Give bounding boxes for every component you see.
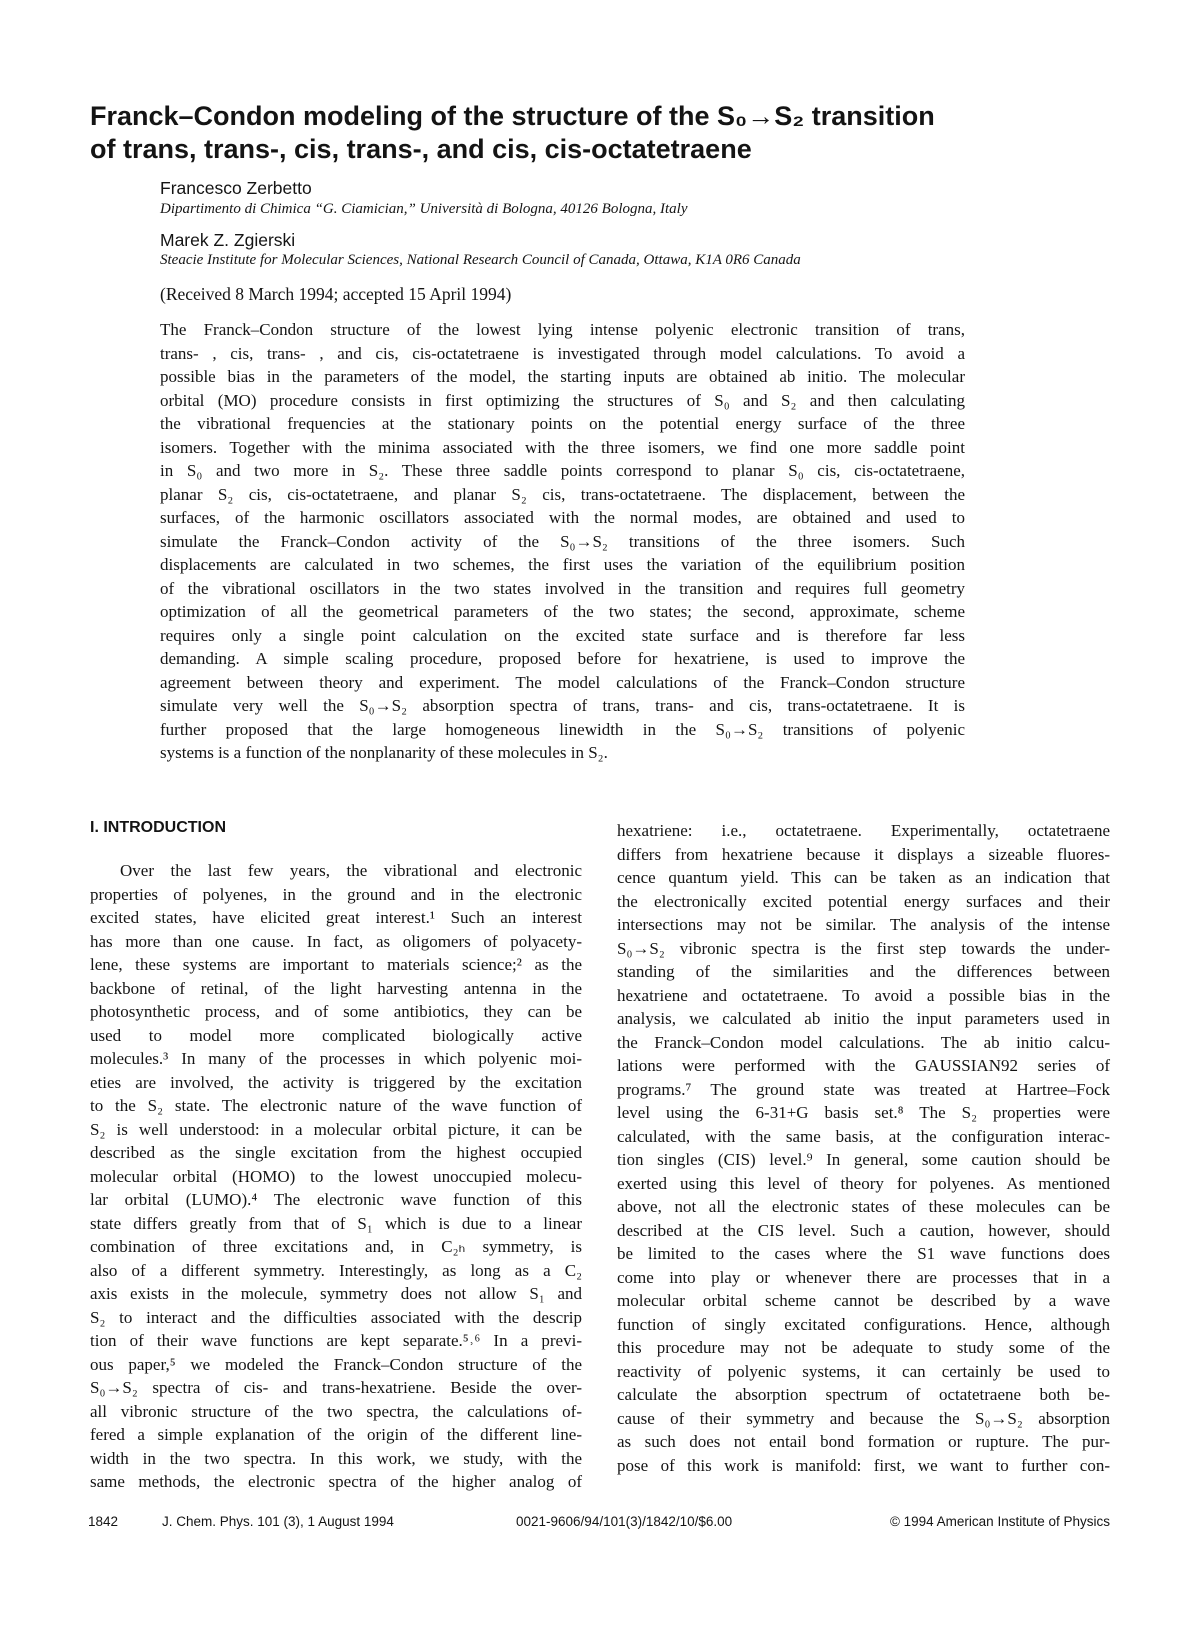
- body-column-right: [617, 819, 1110, 1477]
- body-line: pose of this work is manifold: first, we want to further con-: [617, 1455, 1110, 1475]
- body-line: come into play or whenever there are processes that in a: [617, 1267, 1110, 1287]
- body-line: level using the 6-31+G basis set.⁸ The S₂ properties were: [617, 1103, 1110, 1122]
- abstract-line: demanding. A simple scaling procedure, proposed before for hexatriene, is used to improve the: [160, 649, 965, 668]
- body-line: described at the CIS level. Such a caution, however, should: [617, 1220, 1110, 1240]
- abstract-line: trans- , cis, trans- , and cis, cis-octatetraene is investigated through model calculations. To avoid a: [160, 343, 965, 363]
- body-line: same methods, the electronic spectra of the higher analog of: [90, 1472, 582, 1491]
- body-line: molecules.³ In many of the processes in which polyenic moi-: [90, 1049, 582, 1068]
- section-heading: I. INTRODUCTION: [90, 819, 226, 836]
- author-name: Marek Z. Zgierski: [160, 230, 296, 250]
- body-line: ous paper,⁵ we modeled the Franck–Condon structure of the: [90, 1354, 582, 1374]
- abstract-line: possible bias in the parameters of the model, the starting inputs are obtained ab initio. The molecular: [160, 367, 965, 386]
- journal-citation: J. Chem. Phys. 101 (3), 1 August 1994: [162, 1514, 394, 1529]
- abstract-line: systems is a function of the nonplanarity of these molecules in S₂.: [160, 743, 608, 762]
- body-line: axis exists in the molecule, symmetry does not allow S₁ and: [90, 1284, 582, 1303]
- body-line: fered a simple explanation of the origin of the different line-: [90, 1425, 582, 1444]
- abstract-line: optimization of all the geometrical parameters of the two states; the second, approximate, scheme: [160, 602, 965, 621]
- body-line: reactivity of polyenic systems, it can certainly be used to: [617, 1361, 1110, 1381]
- abstract-line: simulate very well the S₀→S₂ absorption spectra of trans, trans- and cis, trans-octatetraene. It is: [160, 696, 965, 715]
- abstract-line: further proposed that the large homogeneous linewidth in the S₀→S₂ transitions of polyenic: [160, 719, 965, 739]
- body-line: lar orbital (LUMO).⁴ The electronic wave function of this: [90, 1190, 582, 1209]
- body-line: to the S₂ state. The electronic nature of the wave function of: [90, 1096, 582, 1115]
- body-line: function of singly excitated configurations. Hence, although: [617, 1314, 1110, 1334]
- body-line: used to model more complicated biologically active: [90, 1025, 582, 1045]
- body-line: intersections may not be similar. The analysis of the intense: [617, 915, 1110, 934]
- body-line: described as the single excitation from the highest occupied: [90, 1143, 582, 1162]
- abstract-line: surfaces, of the harmonic oscillators associated with the normal modes, are obtained and used to: [160, 508, 965, 527]
- body-line: Over the last few years, the vibrational and electronic: [120, 861, 582, 880]
- article-title: [90, 100, 1130, 166]
- body-line: lene, these systems are important to materials science;² as the: [90, 955, 582, 974]
- body-line: S₂ to interact and the difficulties associated with the descrip: [90, 1307, 582, 1327]
- page-footer: [88, 1514, 1110, 1534]
- abstract-line: displacements are calculated in two schemes, the first uses the variation of the equilibrium position: [160, 555, 965, 574]
- body-column-left: [90, 859, 582, 1494]
- body-line: hexatriene and octatetraene. To avoid a possible bias in the: [617, 985, 1110, 1005]
- author-affiliation: Steacie Institute for Molecular Sciences, National Research Council of Canada, Ottawa, K1A 0R6 Canada: [160, 252, 801, 268]
- abstract-line: orbital (MO) procedure consists in first optimizing the structures of S₀ and S₂ and then calculating: [160, 390, 965, 410]
- received-dates: (Received 8 March 1994; accepted 15 April 1994): [160, 284, 512, 304]
- body-line: S₂ is well understood: in a molecular orbital picture, it can be: [90, 1119, 582, 1139]
- body-line: molecular orbital (HOMO) to the lowest unoccupied molecu-: [90, 1166, 582, 1186]
- abstract-line: agreement between theory and experiment. The model calculations of the Franck–Condon structure: [160, 672, 965, 692]
- title-line-2: of trans, trans-, cis, trans-, and cis, cis-octatetraene: [90, 134, 752, 164]
- body-line: combination of three excitations and, in C₂ₕ symmetry, is: [90, 1237, 582, 1256]
- body-line: this procedure may not be adequate to study some of the: [617, 1338, 1110, 1357]
- body-line: programs.⁷ The ground state was treated at Hartree–Fock: [617, 1079, 1110, 1099]
- body-line: the Franck–Condon model calculations. The ab initio calcu-: [617, 1032, 1110, 1052]
- body-line: properties of polyenes, in the ground and in the electronic: [90, 884, 582, 904]
- body-line: as such does not entail bond formation or rupture. The pur-: [617, 1432, 1110, 1451]
- title-line-1: Franck–Condon modeling of the structure of the S₀→S₂ transition: [90, 101, 935, 131]
- body-line: state differs greatly from that of S₁ which is due to a linear: [90, 1213, 582, 1233]
- body-line: standing of the similarities and the differences between: [617, 962, 1110, 981]
- body-line: width in the two spectra. In this work, we study, with the: [90, 1448, 582, 1468]
- copyright-notice: © 1994 American Institute of Physics: [889, 1514, 1110, 1529]
- body-line: also of a different symmetry. Interestingly, as long as a C₂: [90, 1260, 582, 1280]
- author-name: Francesco Zerbetto: [160, 178, 312, 198]
- body-line: cence quantum yield. This can be taken as an indication that: [617, 868, 1110, 887]
- body-line: molecular orbital scheme cannot be described by a wave: [617, 1291, 1110, 1310]
- body-line: backbone of retinal, of the light harvesting antenna in the: [90, 978, 582, 998]
- abstract: [160, 318, 965, 765]
- abstract-line: simulate the Franck–Condon activity of the S₀→S₂ transitions of the three isomers. Such: [160, 531, 965, 551]
- author-affiliation: Dipartimento di Chimica “G. Ciamician,” Università di Bologna, 40126 Bologna, Italy: [160, 201, 688, 217]
- body-line: be limited to the cases where the S1 wave functions does: [617, 1244, 1110, 1263]
- body-line: S₀→S₂ vibronic spectra is the first step towards the under-: [617, 938, 1110, 958]
- body-line: cause of their symmetry and because the S₀→S₂ absorption: [617, 1408, 1110, 1428]
- body-line: tion singles (CIS) level.⁹ In general, some caution should be: [617, 1150, 1110, 1169]
- abstract-line: isomers. Together with the minima associated with the three isomers, we find one more saddle point: [160, 437, 965, 457]
- body-line: S₀→S₂ spectra of cis- and trans-hexatriene. Beside the over-: [90, 1378, 582, 1397]
- body-line: all vibronic structure of the two spectra, the calculations of-: [90, 1401, 582, 1421]
- body-line: calculate the absorption spectrum of octatetraene both be-: [617, 1385, 1110, 1404]
- abstract-line: requires only a single point calculation on the excited state surface and is therefore far less: [160, 625, 965, 645]
- body-line: lations were performed with the GAUSSIAN92 series of: [617, 1056, 1110, 1075]
- body-line: exerted using this level of theory for polyenes. As mentioned: [617, 1173, 1110, 1193]
- body-line: analysis, we calculated ab initio the input parameters used in: [617, 1009, 1110, 1028]
- body-line: hexatriene: i.e., octatetraene. Experimentally, octatetraene: [617, 821, 1110, 840]
- body-line: eties are involved, the activity is triggered by the excitation: [90, 1072, 582, 1092]
- abstract-line: the vibrational frequencies at the stationary points on the potential energy surface of the three: [160, 414, 965, 433]
- abstract-line: planar S₂ cis, cis-octatetraene, and planar S₂ cis, trans-octatetraene. The displacement, between the: [160, 484, 965, 504]
- page-number: 1842: [88, 1514, 119, 1529]
- body-line: excited states, have elicited great interest.¹ Such an interest: [90, 908, 582, 927]
- body-line: differs from hexatriene because it displays a sizeable fluores-: [617, 844, 1110, 864]
- abstract-line: in S₀ and two more in S₂. These three saddle points correspond to planar S₀ cis, cis-octatetraene,: [160, 461, 965, 480]
- abstract-line: of the vibrational oscillators in the two states involved in the transition and requires full geometry: [160, 578, 965, 598]
- body-line: above, not all the electronic states of these molecules can be: [617, 1197, 1110, 1216]
- body-line: photosynthetic process, and of some antibiotics, they can be: [90, 1002, 582, 1021]
- abstract-line: The Franck–Condon structure of the lowest lying intense polyenic electronic transition of trans,: [160, 320, 965, 339]
- body-line: tion of their wave functions are kept separate.⁵˒⁶ In a previ-: [90, 1331, 582, 1350]
- body-line: has more than one cause. In fact, as oligomers of polyacety-: [90, 931, 582, 951]
- body-line: calculated, with the same basis, at the configuration interac-: [617, 1126, 1110, 1146]
- article-code: 0021-9606/94/101(3)/1842/10/$6.00: [516, 1514, 733, 1529]
- body-line: the electronically excited potential energy surfaces and their: [617, 891, 1110, 911]
